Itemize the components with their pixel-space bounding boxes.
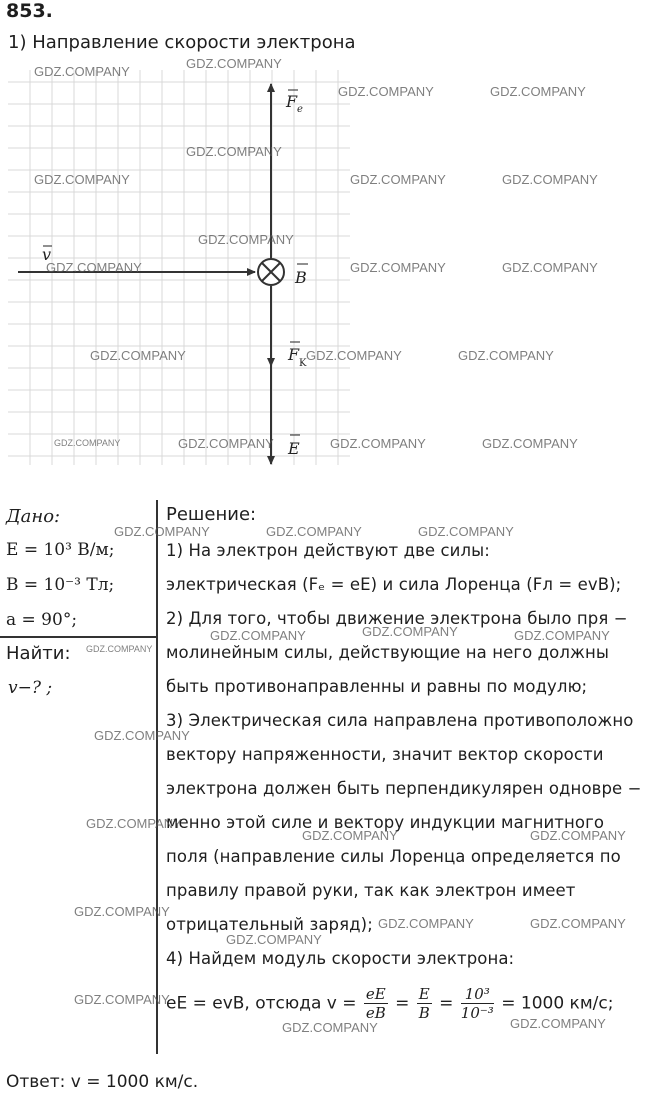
watermark: GDZ.COMPANY: [306, 348, 402, 363]
watermark: GDZ.COMPANY: [458, 348, 554, 363]
svg-text:B: B: [295, 268, 307, 287]
watermark: GDZ.COMPANY: [266, 524, 362, 539]
given-e: E = 10³ В/м;: [6, 540, 115, 560]
watermark: GDZ.COMPANY: [54, 438, 121, 448]
watermark: GDZ.COMPANY: [510, 1016, 606, 1031]
fraction-ee-eb: $\frac{eE}{eB}$: [365, 985, 386, 1022]
watermark: GDZ.COMPANY: [74, 904, 170, 919]
watermark: GDZ.COMPANY: [530, 828, 626, 843]
column-divider: [156, 500, 158, 1054]
watermark: GDZ.COMPANY: [378, 916, 474, 931]
solution-line: 1) На электрон действуют две силы:: [166, 541, 490, 560]
given-header: Дано:: [6, 506, 61, 527]
solution-line: 3) Электрическая сила направлена противоположно: [166, 711, 634, 730]
watermark: GDZ.COMPANY: [362, 624, 458, 639]
svg-text:F: F: [288, 345, 300, 364]
watermark: GDZ.COMPANY: [114, 524, 210, 539]
watermark: GDZ.COMPANY: [90, 348, 186, 363]
watermark: GDZ.COMPANY: [530, 916, 626, 931]
solution-line: молинейным силы, действующие на него должны: [166, 643, 609, 662]
b-into-page-symbol: [258, 259, 284, 285]
watermark: GDZ.COMPANY: [482, 436, 578, 451]
watermark: GDZ.COMPANY: [226, 932, 322, 947]
svg-text:v: v: [42, 245, 52, 264]
svg-text:F: F: [286, 92, 298, 111]
watermark: GDZ.COMPANY: [338, 84, 434, 99]
watermark: GDZ.COMPANY: [514, 628, 610, 643]
find-value: v−? ;: [8, 678, 53, 698]
solution-line: 2) Для того, чтобы движение электрона было пря −: [166, 609, 628, 628]
answer-line: Ответ: v = 1000 км/с.: [6, 1072, 199, 1092]
watermark: GDZ.COMPANY: [302, 828, 398, 843]
solution-line: электрическая (Fₑ = eE) и сила Лоренца (Fл = evB);: [166, 575, 622, 594]
given-b: B = 10⁻³ Тл;: [6, 575, 115, 595]
watermark: GDZ.COMPANY: [86, 644, 153, 654]
watermark: GDZ.COMPANY: [350, 172, 446, 187]
solution-line: поля (направление силы Лоренца определяется по: [166, 847, 621, 866]
solution-line: менно этой силе и вектору индукции магнитного: [166, 813, 605, 832]
watermark: GDZ.COMPANY: [186, 144, 282, 159]
solution-line: электрона должен быть перпендикулярен одновре −: [166, 779, 642, 798]
solution-line: вектору напряженности, значит вектор скорости: [166, 745, 604, 764]
watermark: GDZ.COMPANY: [210, 628, 306, 643]
given-a: a = 90°;: [6, 610, 78, 630]
solution-line: отрицательный заряд);: [166, 915, 373, 934]
fraction-e-b: $\frac{E}{B}$: [418, 985, 430, 1022]
watermark: GDZ.COMPANY: [330, 436, 426, 451]
watermark: GDZ.COMPANY: [282, 1020, 378, 1035]
section-title: 1) Направление скорости электрона: [8, 32, 356, 53]
e-label: [287, 435, 300, 458]
watermark: GDZ.COMPANY: [198, 232, 294, 247]
solution-line: 4) Найдем модуль скорости электрона:: [166, 949, 515, 968]
watermark: GDZ.COMPANY: [46, 260, 142, 275]
formula-result: = 1000 км/с;: [501, 993, 614, 1014]
watermark: GDZ.COMPANY: [94, 728, 190, 743]
svg-text:E: E: [288, 439, 300, 458]
svg-text:K: K: [299, 358, 307, 369]
solution-header: Решение:: [166, 504, 257, 525]
final-formula: eE = evB, отсюда v = $\frac{eE}{eB}$ = $\frac{E}{B}$ = $\frac{\text{10³}}{\text{10⁻³}}$ = 1000 км/с;: [166, 985, 614, 1022]
fraction-powers: $\frac{\text{10³}}{\text{10⁻³}}$: [460, 985, 494, 1022]
formula-left: eE = evB, отсюда v =: [166, 993, 362, 1014]
watermark: GDZ.COMPANY: [502, 172, 598, 187]
solution-line: правилу правой руки, так как электрон имеет: [166, 881, 576, 900]
svg-text:e: e: [297, 104, 303, 115]
find-header: Найти:: [6, 643, 71, 664]
watermark: GDZ.COMPANY: [350, 260, 446, 275]
solution-line: быть противонаправленны и равны по модулю;: [166, 677, 588, 696]
watermark: GDZ.COMPANY: [86, 816, 182, 831]
watermark: GDZ.COMPANY: [178, 436, 274, 451]
watermark: GDZ.COMPANY: [34, 172, 130, 187]
given-divider: [0, 636, 157, 638]
b-label: [294, 264, 308, 287]
watermark: GDZ.COMPANY: [418, 524, 514, 539]
watermark: GDZ.COMPANY: [186, 56, 282, 71]
watermark: GDZ.COMPANY: [34, 64, 130, 79]
problem-number: 853.: [6, 0, 53, 22]
watermark: GDZ.COMPANY: [490, 84, 586, 99]
watermark: GDZ.COMPANY: [502, 260, 598, 275]
watermark: GDZ.COMPANY: [74, 992, 170, 1007]
